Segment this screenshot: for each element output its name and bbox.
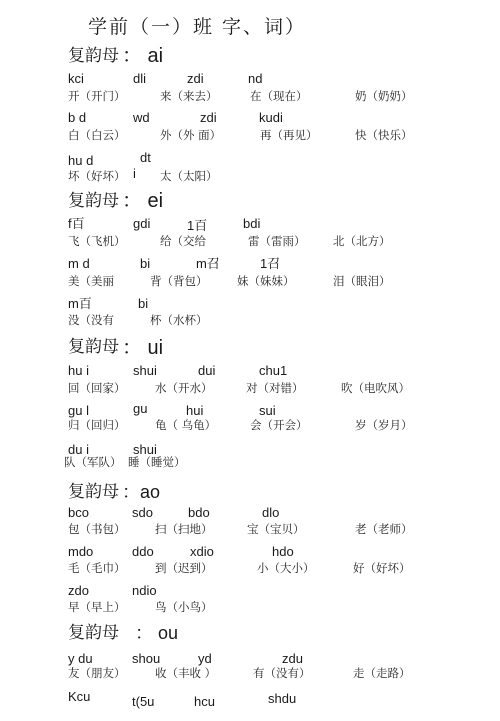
section-heading: 复韵母 <box>68 337 119 357</box>
pinyin: kudi <box>259 110 283 125</box>
pinyin: gu <box>133 401 148 416</box>
pinyin: xdio <box>190 544 214 559</box>
word: 背（背包） <box>150 274 208 288</box>
word: 北（北方） <box>333 234 391 248</box>
pinyin: f百 <box>68 216 85 231</box>
pinyin: shou <box>132 651 161 666</box>
section-heading: 复韵母 <box>68 191 119 211</box>
pinyin: shui <box>133 363 157 378</box>
word: 走（走路） <box>353 666 411 680</box>
pinyin: bdo <box>188 505 210 520</box>
pinyin: zdu <box>282 651 303 666</box>
word: 毛（毛巾） <box>68 561 126 575</box>
word: 白（白云） <box>68 128 126 142</box>
pinyin: yd <box>198 651 212 666</box>
word: 外（外 面） <box>160 128 222 142</box>
pinyin: Kcu <box>68 689 91 704</box>
pinyin: chu1 <box>259 363 288 378</box>
word: 水（开水） <box>155 381 213 395</box>
pinyin: dt <box>140 150 151 165</box>
word: 没（没有 <box>68 313 114 327</box>
pinyin: shui <box>133 442 157 457</box>
pinyin: dli <box>133 71 147 86</box>
page-title: 学前（一）班 字、词） <box>88 16 307 38</box>
word: 睡（睡觉） <box>128 455 186 469</box>
pinyin: hui <box>186 403 204 418</box>
section-heading: 复韵母 <box>68 482 119 502</box>
word: 收（丰收 ） <box>155 666 217 680</box>
section-final: ： ui <box>122 337 164 359</box>
pinyin: nd <box>248 71 263 86</box>
word: 给（交给 <box>160 234 206 248</box>
word: 对（对错） <box>246 381 304 395</box>
pinyin: hdo <box>272 544 294 559</box>
pinyin: zdi <box>187 71 204 86</box>
pinyin: b d <box>68 110 87 125</box>
pinyin: 1百 <box>187 218 208 233</box>
pinyin: ddo <box>132 544 154 559</box>
word: 妹（妹妹） <box>237 274 295 288</box>
section-final: ：ao <box>122 482 161 502</box>
pinyin: bi <box>140 256 151 271</box>
pinyin: gu l <box>68 403 89 418</box>
word: 到（迟到） <box>155 561 213 575</box>
word: 太（太阳） <box>160 169 218 183</box>
word: 吹（电吹风） <box>341 381 410 395</box>
pinyin: du i <box>68 442 89 457</box>
pinyin: dlo <box>262 505 280 520</box>
word: 杯（水杯） <box>150 313 208 327</box>
pinyin: sui <box>259 403 276 418</box>
pinyin: bco <box>68 505 89 520</box>
pinyin: 1召 <box>260 256 281 271</box>
word: 坏（好坏） <box>68 169 126 183</box>
pinyin: hcu <box>194 694 215 709</box>
pinyin: m d <box>68 256 90 271</box>
pinyin: dui <box>198 363 216 378</box>
pinyin: m百 <box>68 296 92 311</box>
word: 好（好坏） <box>353 561 411 575</box>
pinyin: hu d <box>68 153 94 168</box>
word: 回（回家） <box>68 381 126 395</box>
pinyin: i <box>133 166 136 181</box>
word: 会（开会） <box>250 418 308 432</box>
pinyin: zdo <box>68 583 89 598</box>
word: 龟（ 乌龟） <box>155 418 217 432</box>
pinyin: t(5u <box>132 694 155 709</box>
section-final: ： ou <box>135 623 179 643</box>
word: 开（开门） <box>68 89 126 103</box>
pinyin: wd <box>133 110 150 125</box>
pinyin: bi <box>138 296 149 311</box>
pinyin: mdo <box>68 544 94 559</box>
word: 泪（眼泪） <box>333 274 391 288</box>
word: 美（美丽 <box>68 274 114 288</box>
word: 有（没有） <box>253 666 311 680</box>
pinyin: kci <box>68 71 84 86</box>
word: 队（军队） <box>64 455 122 469</box>
pinyin: m召 <box>196 256 220 271</box>
pinyin: zdi <box>200 110 217 125</box>
section-final: ： ei <box>122 190 164 212</box>
pinyin: shdu <box>268 691 297 706</box>
word: 来（来去） <box>160 89 218 103</box>
word: 宝（宝贝） <box>247 522 305 536</box>
section-heading: 复韵母 <box>68 46 119 66</box>
word: 老（老师） <box>355 522 413 536</box>
word: 包（书包） <box>68 522 126 536</box>
pinyin: sdo <box>132 505 153 520</box>
pinyin: y du <box>68 651 93 666</box>
word: 小（大小） <box>257 561 315 575</box>
section-heading: 复韵母 <box>68 623 119 643</box>
word: 雷（雷雨） <box>248 234 306 248</box>
word: 奶（奶奶） <box>355 89 413 103</box>
word: 归（回归） <box>68 418 126 432</box>
pinyin: hu i <box>68 363 89 378</box>
word: 鸟（小鸟） <box>155 600 213 614</box>
section-final: ： ai <box>122 45 164 67</box>
word: 在（现在） <box>250 89 308 103</box>
pinyin: bdi <box>243 216 261 231</box>
pinyin: ndio <box>132 583 157 598</box>
word: 再（再见） <box>260 128 318 142</box>
word: 快（快乐） <box>355 128 413 142</box>
word: 扫（扫地） <box>155 522 213 536</box>
pinyin: gdi <box>133 216 151 231</box>
word: 友（朋友） <box>68 666 126 680</box>
word: 岁（岁月） <box>355 418 413 432</box>
word: 飞（飞机） <box>68 234 126 248</box>
word: 早（早上） <box>68 600 126 614</box>
